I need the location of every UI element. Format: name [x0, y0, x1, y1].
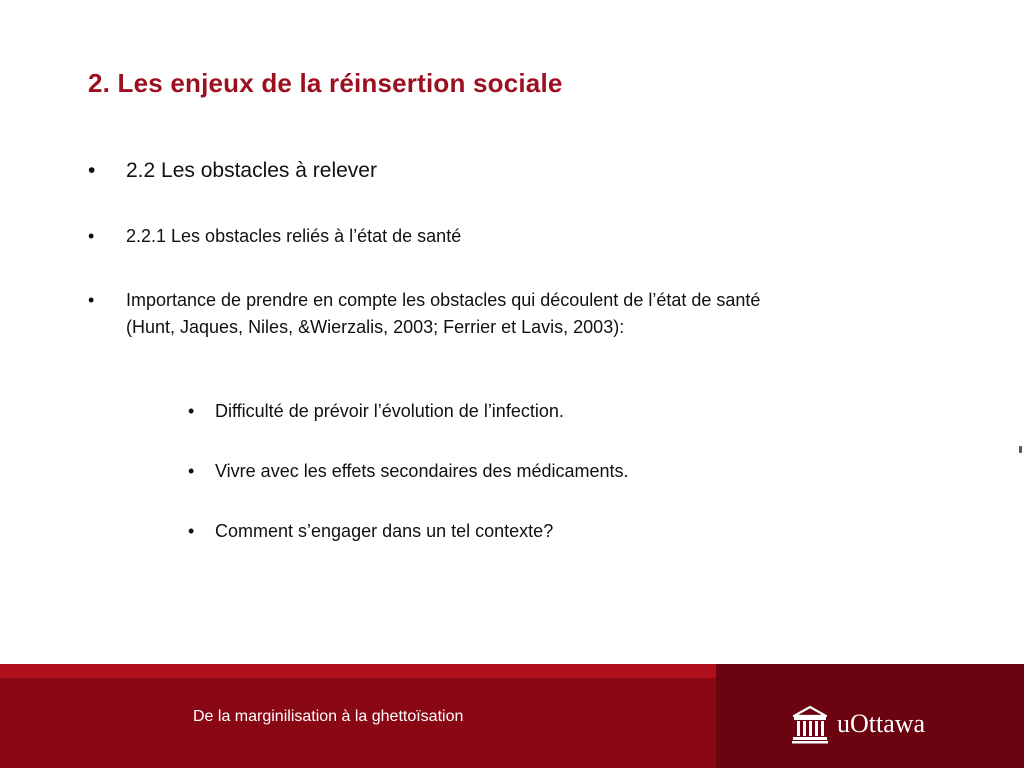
footer-band: [0, 664, 1024, 768]
sub-bullet-text: Difficulté de prévoir l’évolution de l’infection.: [215, 401, 564, 421]
bullet-marker: •: [88, 290, 95, 310]
sub-bullet-marker: •: [188, 401, 195, 421]
bullet-marker: •: [88, 226, 95, 246]
sub-bullet-marker: •: [188, 521, 195, 541]
bullet-text-line: (Hunt, Jaques, Niles, &Wierzalis, 2003; Ferrier et Lavis, 2003):: [126, 317, 625, 337]
footer-title: De la marginilisation à la ghettoïsation: [193, 708, 464, 725]
sub-bullet-text: Comment s’engager dans un tel contexte?: [215, 521, 554, 541]
logo-wordmark: uOttawa: [837, 709, 926, 738]
university-building-icon: [792, 704, 828, 744]
uottawa-logo: [792, 704, 925, 744]
bullet-text-line: Importance de prendre en compte les obstacles qui découlent de l’état de santé: [126, 290, 761, 310]
sub-bullet-text: Vivre avec les effets secondaires des médicaments.: [215, 461, 629, 481]
bullet-text: 2.2.1 Les obstacles reliés à l’état de santé: [126, 226, 462, 246]
bullet-text-block: [126, 287, 760, 341]
slide-title: 2. Les enjeux de la réinsertion sociale: [88, 68, 563, 98]
edge-mark: [1019, 446, 1022, 453]
sub-bullet-marker: •: [188, 461, 195, 481]
bullet-marker: •: [88, 159, 96, 182]
bullet-text: 2.2 Les obstacles à relever: [126, 159, 377, 182]
